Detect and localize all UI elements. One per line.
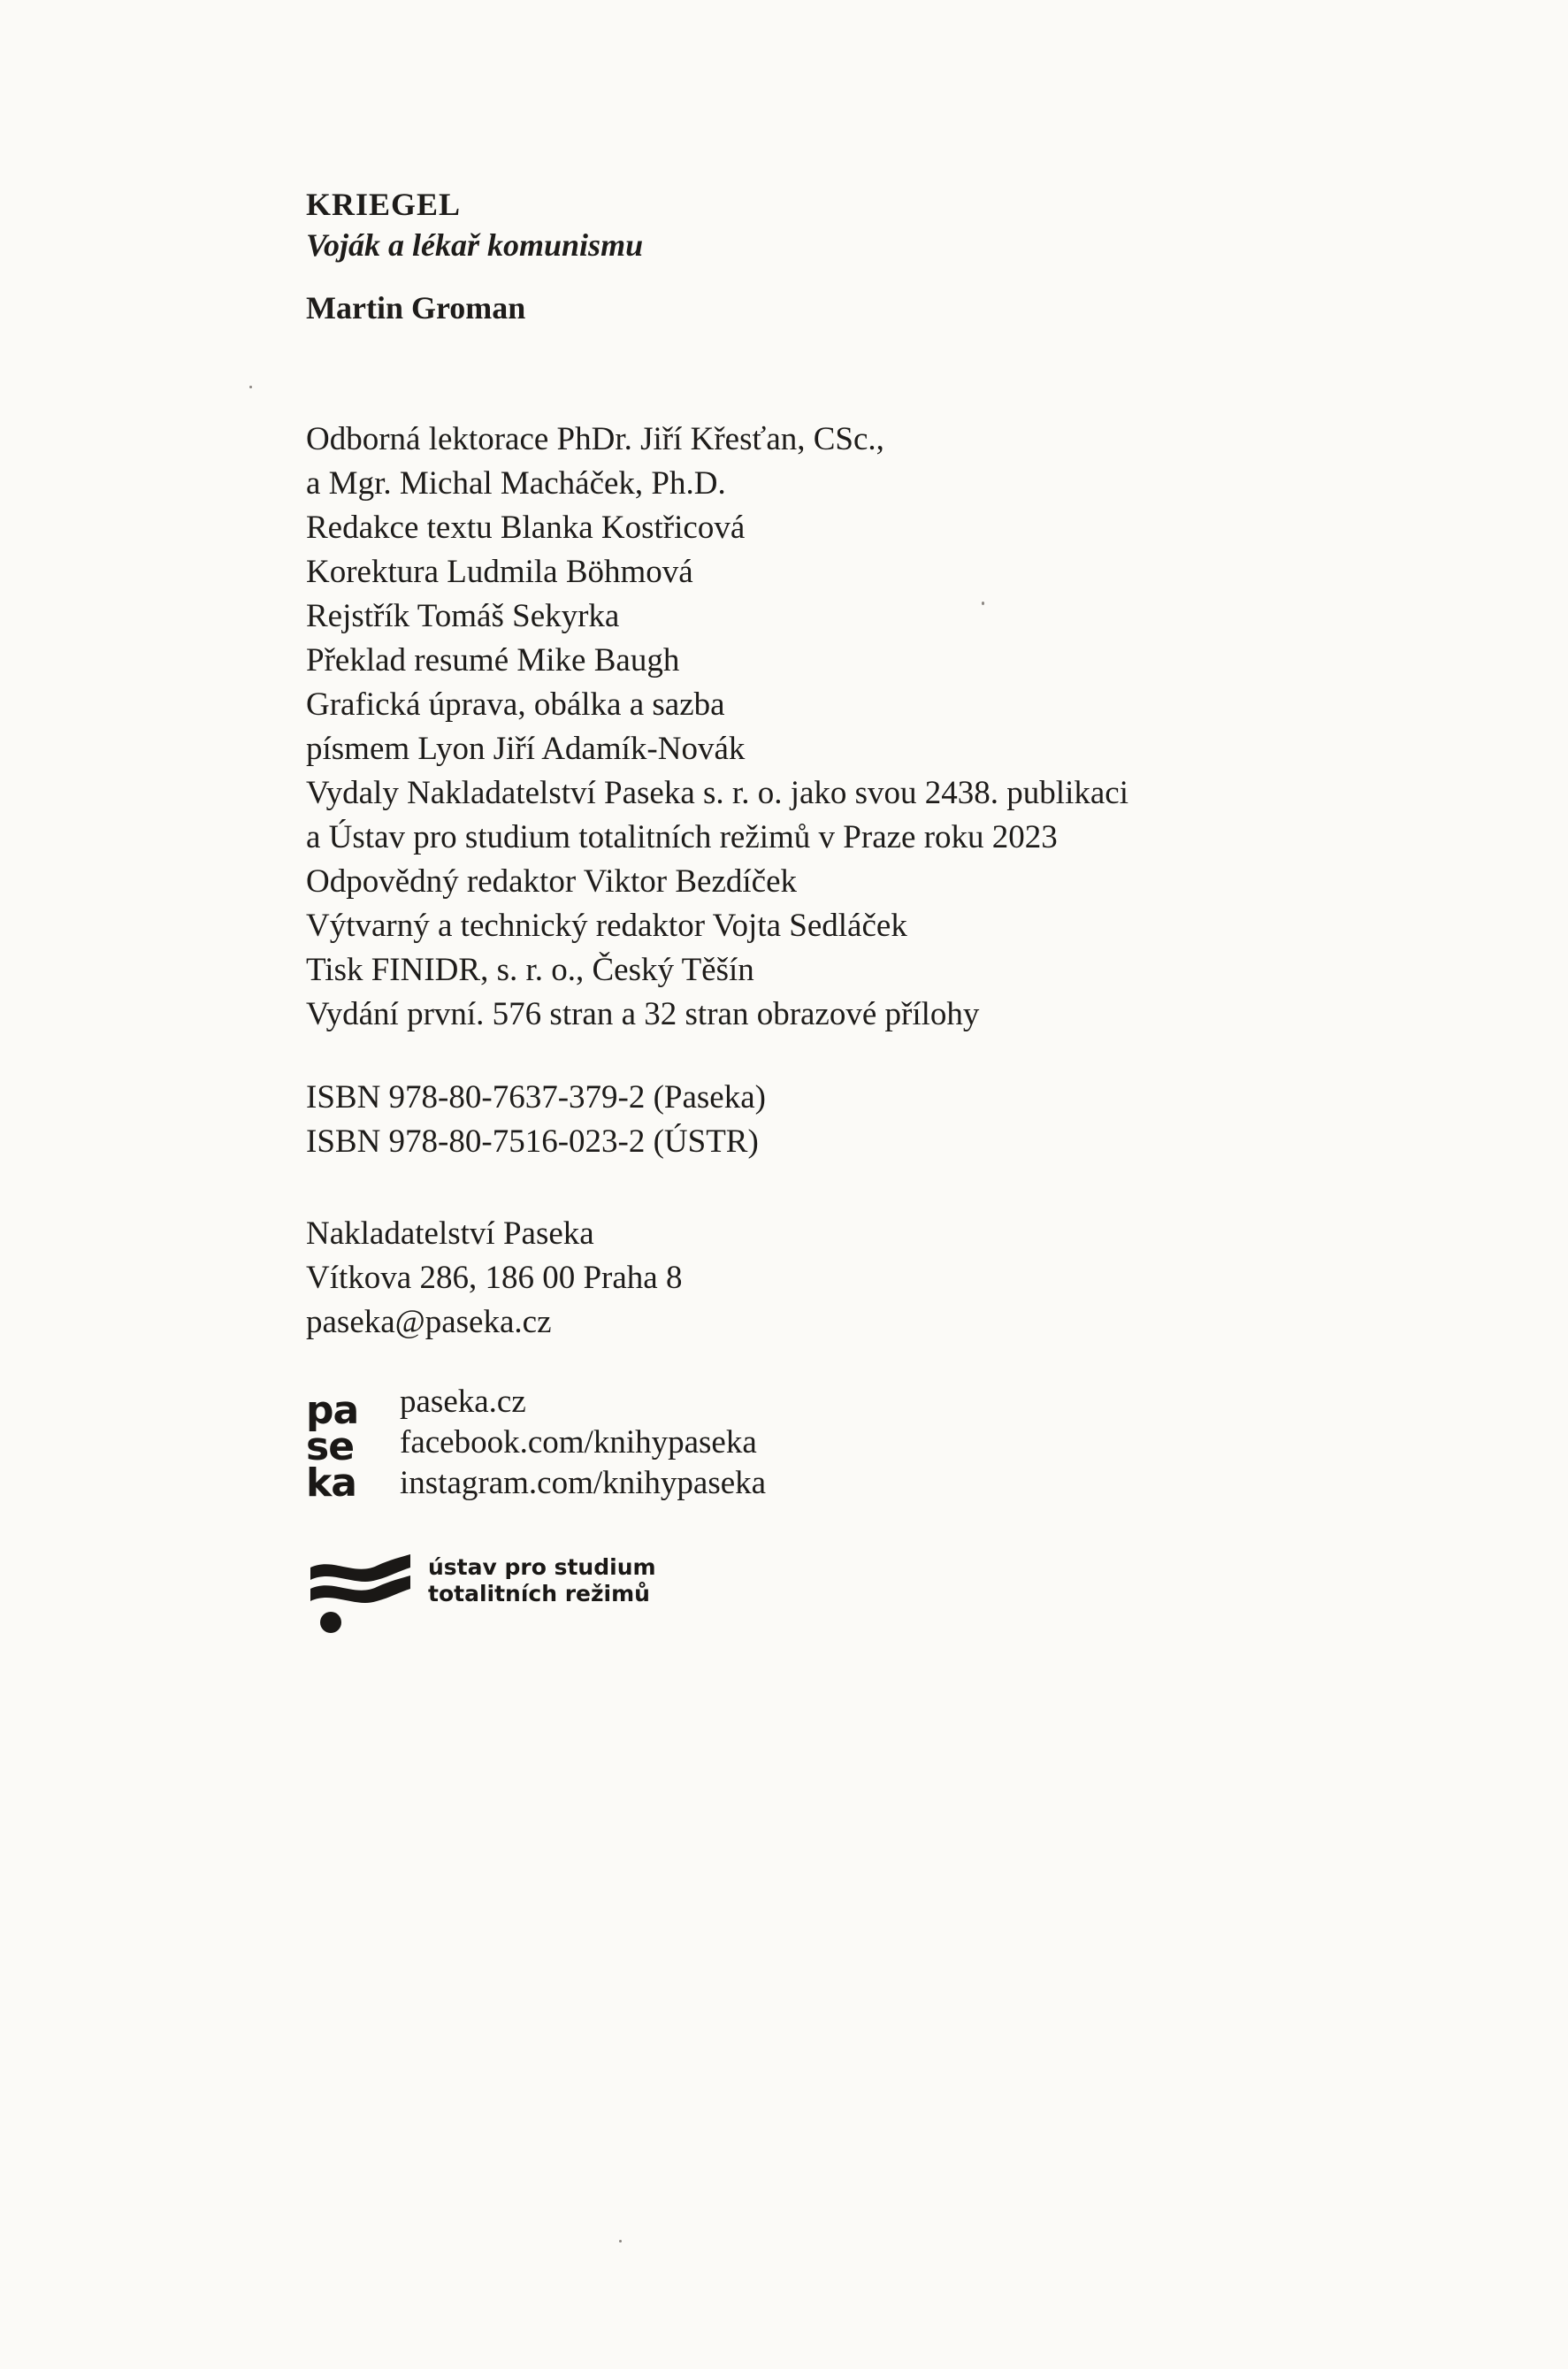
- credit-line: Odborná lektorace PhDr. Jiří Křesťan, CSc.,: [306, 421, 884, 457]
- title-block: [306, 184, 643, 328]
- credit-line: Redakce textu Blanka Kostřicová: [306, 510, 746, 546]
- isbn-block: [306, 1076, 766, 1164]
- ustr-name-line: ústav pro studium: [428, 1554, 656, 1580]
- paseka-logo-icon: [306, 1388, 377, 1506]
- credit-line: Tisk FINIDR, s. r. o., Český Těšín: [306, 952, 754, 988]
- isbn-paseka: ISBN 978-80-7637-379-2 (Paseka): [306, 1079, 766, 1116]
- link-website[interactable]: paseka.cz: [400, 1384, 526, 1420]
- link-instagram[interactable]: instagram.com/knihypaseka: [400, 1465, 767, 1501]
- credit-line: Překlad resumé Mike Baugh: [306, 642, 680, 678]
- credit-line: Rejstřík Tomáš Sekyrka: [306, 598, 620, 634]
- book-author: Martin Groman: [306, 290, 526, 326]
- paper-speck: [249, 386, 252, 388]
- book-title: KRIEGEL: [306, 187, 462, 222]
- credit-line: Grafická úprava, obálka a sazba: [306, 686, 725, 723]
- publisher-email: paseka@paseka.cz: [306, 1304, 552, 1340]
- publisher-address: Vítkova 286, 186 00 Praha 8: [306, 1260, 683, 1296]
- ustr-logo-icon: [306, 1550, 412, 1638]
- credit-line: Vydaly Nakladatelství Paseka s. r. o. jako svou 2438. publikaci: [306, 775, 1128, 811]
- credit-line: Odpovědný redaktor Viktor Bezdíček: [306, 863, 798, 900]
- paper-speck: [982, 602, 984, 605]
- ustr-name: [428, 1554, 656, 1607]
- ustr-name-line: totalitních režimů: [428, 1581, 650, 1606]
- credit-line: Korektura Ludmila Böhmová: [306, 554, 693, 590]
- ustr-block: [306, 1550, 656, 1638]
- credit-line: písmem Lyon Jiří Adamík-Novák: [306, 731, 746, 767]
- link-facebook[interactable]: facebook.com/knihypaseka: [400, 1424, 757, 1460]
- isbn-ustr: ISBN 978-80-7516-023-2 (ÚSTR): [306, 1123, 759, 1160]
- credit-line: Vydání první. 576 stran a 32 stran obrazové přílohy: [306, 996, 980, 1032]
- credit-line: a Ústav pro studium totalitních režimů v Praze roku 2023: [306, 819, 1058, 855]
- paseka-logo-line: ka: [306, 1460, 356, 1506]
- links-block: [306, 1382, 766, 1504]
- publisher-block: [306, 1212, 682, 1345]
- credits-block: [306, 418, 1128, 1037]
- credit-line: Výtvarný a technický redaktor Vojta Sedláček: [306, 908, 907, 944]
- links-list: [400, 1382, 766, 1504]
- paseka-logo-line: se: [306, 1424, 355, 1469]
- credit-line: a Mgr. Michal Macháček, Ph.D.: [306, 465, 726, 502]
- paper-speck: [619, 2240, 622, 2242]
- book-subtitle: Voják a lékař komunismu: [306, 227, 644, 263]
- paseka-logo-line: pa: [306, 1388, 359, 1433]
- publisher-name: Nakladatelství Paseka: [306, 1215, 594, 1252]
